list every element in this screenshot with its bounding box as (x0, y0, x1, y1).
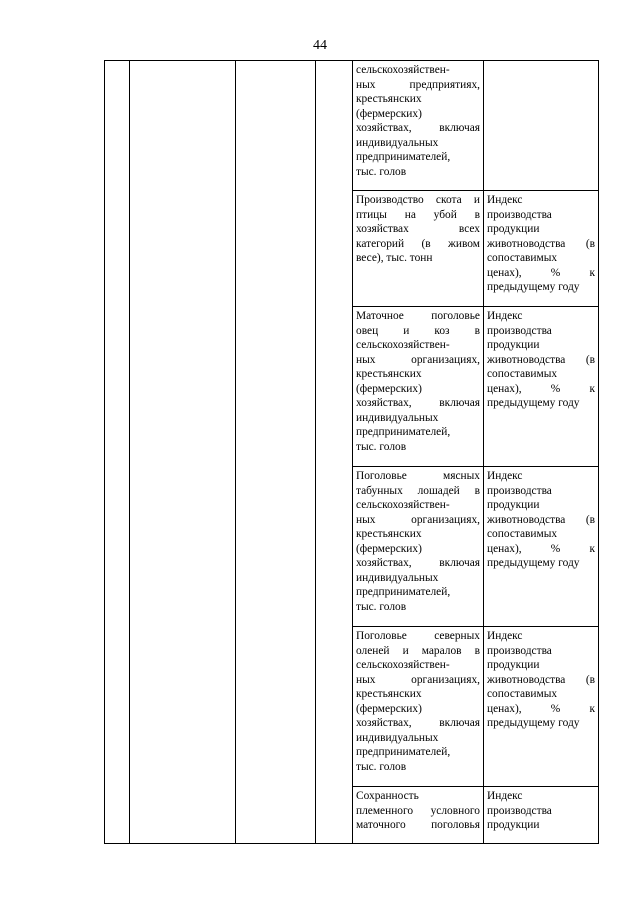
index-cell (484, 191, 599, 307)
indicator-line: весе), тыс. тонн (356, 252, 433, 264)
indicator-line: овец и коз в (356, 324, 480, 337)
indicator-cell (353, 61, 484, 191)
index-line: Индекс (487, 630, 523, 642)
indicator-line: Поголовье северных (356, 630, 480, 642)
indicator-line: хозяйствах, включая (356, 397, 480, 409)
indicator-line: ных организациях, (356, 513, 480, 526)
index-cell (484, 467, 599, 627)
indicator-line: Производство скота и (356, 194, 480, 206)
indicator-line: сельскохозяйствен- (356, 339, 450, 351)
index-line: ценах), % к (487, 266, 595, 279)
index-line: производства (487, 644, 552, 657)
index-line: животноводства (в (487, 353, 595, 366)
index-cell (484, 61, 599, 191)
indicator-line: предпринимателей, (356, 586, 451, 598)
index-line: предыдущему году (487, 397, 580, 409)
indicator-line: хозяйствах всех (356, 223, 480, 235)
indicator-line: тыс. голов (356, 440, 407, 453)
index-line: продукции (487, 499, 540, 511)
indicator-line: ных организациях, (356, 673, 480, 686)
indicator-line: хозяйствах, включая (356, 717, 480, 729)
index-line: сопоставимых (487, 368, 558, 380)
indicator-line: Поголовье мясных (356, 470, 480, 482)
index-line: животноводства (в (487, 673, 595, 686)
indicator-line: Сохранность (356, 790, 419, 802)
index-line: сопоставимых (487, 252, 558, 264)
indicator-line: крестьянских (356, 368, 422, 380)
indicator-line: индивидуальных (356, 411, 439, 424)
indicator-line: тыс. голов (356, 600, 407, 613)
index-line: продукции (487, 339, 540, 351)
index-cell (484, 787, 599, 844)
indicator-line: хозяйствах, включая (356, 122, 480, 134)
indicator-cell (353, 467, 484, 627)
index-line: животноводства (в (487, 513, 595, 526)
index-line: производства (487, 324, 552, 337)
indicator-cell (353, 787, 484, 844)
index-line: продукции (487, 223, 540, 235)
indicator-line: ных предприятиях, (356, 78, 480, 91)
indicator-line: (фермерских) (356, 542, 422, 555)
indicator-cell (353, 627, 484, 787)
index-line: ценах), % к (487, 382, 595, 395)
indicator-line: сельскохозяйствен- (356, 659, 450, 671)
indicator-line: (фермерских) (356, 702, 422, 715)
empty-cell (316, 61, 353, 844)
indicator-line: индивидуальных (356, 571, 439, 584)
index-line: производства (487, 804, 552, 817)
index-line: ценах), % к (487, 702, 595, 715)
indicator-line: табунных лошадей в (356, 484, 480, 497)
index-line: Индекс (487, 470, 523, 482)
indicator-line: сельскохозяйствен- (356, 64, 450, 76)
indicator-line: птицы на убой в (356, 208, 480, 221)
index-line: продукции (487, 819, 540, 831)
indicator-line: хозяйствах, включая (356, 557, 480, 569)
index-line: животноводства (в (487, 237, 595, 250)
indicator-line: индивидуальных (356, 136, 439, 149)
index-line: сопоставимых (487, 528, 558, 540)
empty-cell (236, 61, 316, 844)
empty-cell (130, 61, 236, 844)
indicator-line: Маточное поголовье (356, 310, 480, 322)
index-line: предыдущему году (487, 717, 580, 729)
indicator-line: тыс. голов (356, 165, 407, 178)
page-number: 44 (313, 38, 327, 53)
table-row (105, 61, 599, 191)
index-line: предыдущему году (487, 557, 580, 569)
index-cell (484, 627, 599, 787)
indicator-line: племенного условного (356, 804, 480, 817)
index-line: Индекс (487, 310, 523, 322)
indicator-line: предпринимателей, (356, 426, 451, 438)
indicator-line: (фермерских) (356, 107, 422, 120)
indicator-line: оленей и маралов в (356, 644, 480, 657)
indicator-line: индивидуальных (356, 731, 439, 744)
index-line: производства (487, 208, 552, 221)
indicator-cell (353, 191, 484, 307)
indicator-line: сельскохозяйствен- (356, 499, 450, 511)
indicator-line: категорий (в живом (356, 237, 480, 250)
indicator-cell (353, 307, 484, 467)
index-line: Индекс (487, 194, 523, 206)
indicator-line: предпринимателей, (356, 746, 451, 758)
indicator-line: крестьянских (356, 528, 422, 540)
indicator-line: крестьянских (356, 688, 422, 700)
index-cell (484, 307, 599, 467)
indicator-line: (фермерских) (356, 382, 422, 395)
index-line: продукции (487, 659, 540, 671)
indicator-line: крестьянских (356, 93, 422, 105)
empty-cell (105, 61, 130, 844)
indicator-line: маточного поголовья (356, 819, 480, 831)
index-line: производства (487, 484, 552, 497)
index-line: предыдущему году (487, 281, 580, 293)
index-line: сопоставимых (487, 688, 558, 700)
index-line: ценах), % к (487, 542, 595, 555)
indicator-line: тыс. голов (356, 760, 407, 773)
index-line: Индекс (487, 790, 523, 802)
indicators-table (104, 60, 599, 844)
indicator-line: ных организациях, (356, 353, 480, 366)
indicator-line: предпринимателей, (356, 151, 451, 163)
